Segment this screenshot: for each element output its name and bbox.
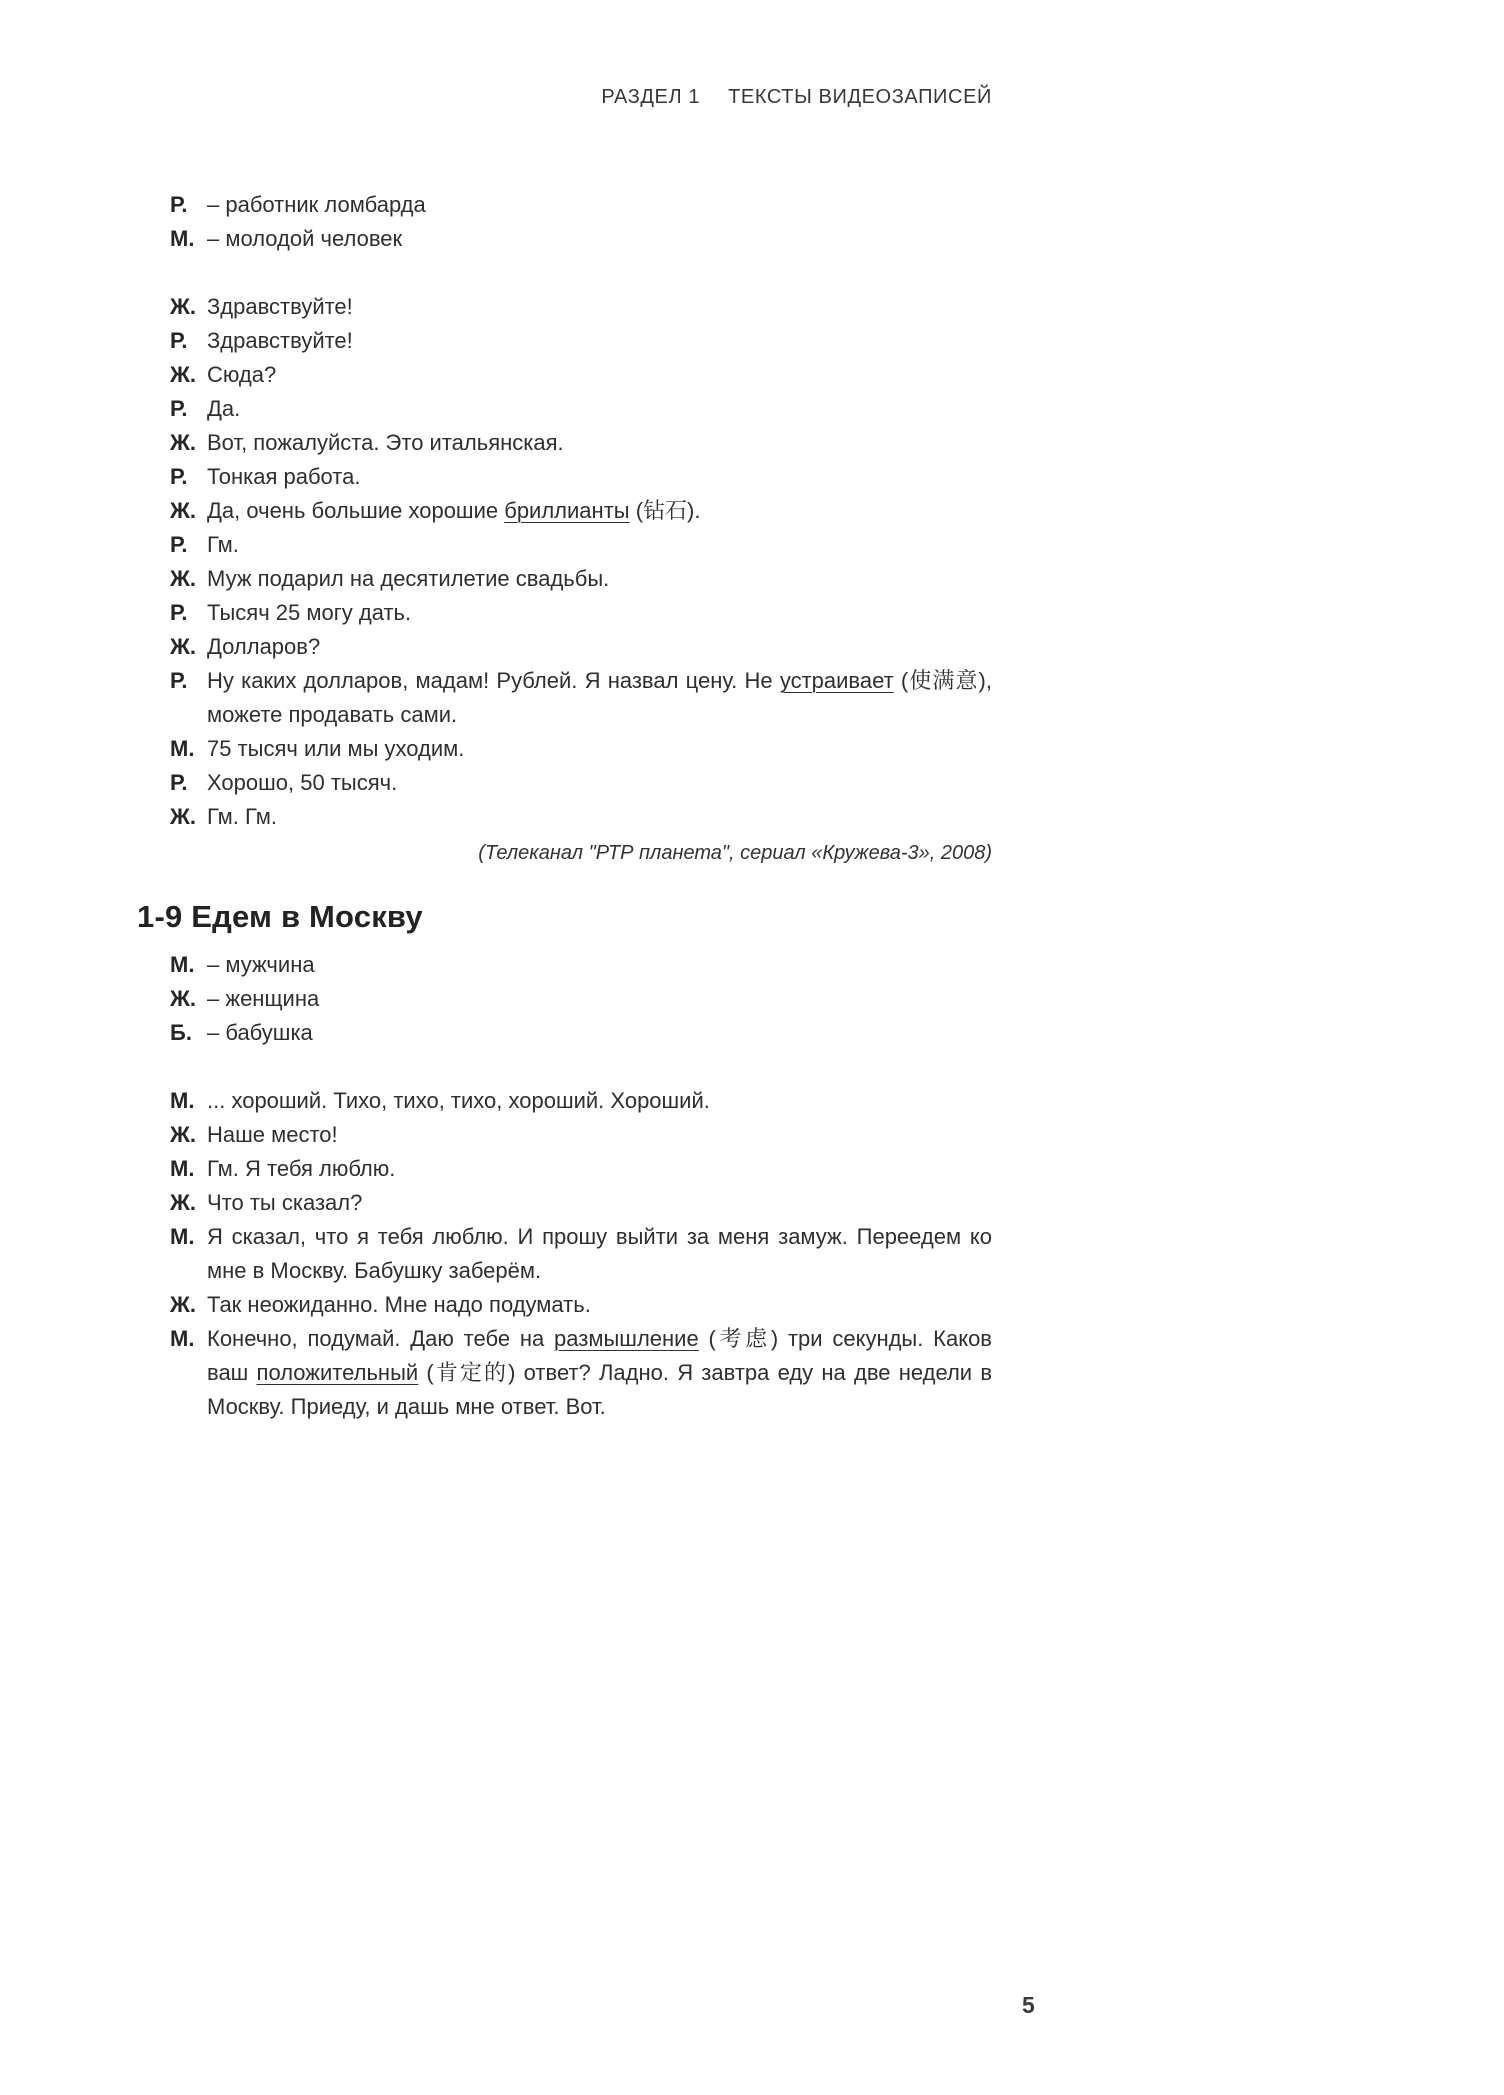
dialogue-text [207, 1152, 992, 1186]
dialogue-line [170, 494, 992, 528]
dialogue-line [170, 982, 992, 1016]
dialogue-line [170, 426, 992, 460]
text-segment: – женщина [207, 986, 320, 1011]
section-title: ТЕКСТЫ ВИДЕОЗАПИСЕЙ [728, 86, 992, 108]
text-segment: (考虑) три секунды. Каков ваш [207, 1326, 992, 1385]
dialogue-line [170, 630, 992, 664]
text-segment: Вот, пожалуйста. Это итальянская. [207, 430, 564, 455]
dialogue-text [207, 392, 992, 426]
dialogue-text [207, 948, 992, 982]
dialogue-text [207, 766, 992, 800]
text-segment: 75 тысяч или мы уходим. [207, 736, 465, 761]
text-segment: Ну каких долларов, мадам! Рублей. Я назвал цену. Не [207, 668, 780, 693]
text-segment: Наше место! [207, 1122, 338, 1147]
speaker-label: Ж. [170, 498, 196, 523]
text-segment: Тонкая работа. [207, 464, 361, 489]
line-spacer [170, 256, 992, 290]
dialogue-text [207, 732, 992, 766]
dialogue-line [170, 222, 992, 256]
speaker-label: Ж. [170, 294, 196, 319]
dialogue-line [170, 732, 992, 766]
text-segment: Гм. Я тебя люблю. [207, 1156, 396, 1181]
dialogue-text [207, 1118, 992, 1152]
underlined-word: устраивает [779, 668, 894, 693]
text-segment: Муж подарил на десятилетие свадьбы. [207, 566, 610, 591]
text-segment: (使满意), можете продавать сами. [207, 668, 992, 727]
dialogue-line [170, 1118, 992, 1152]
speaker-label: Б. [170, 1020, 192, 1045]
line-spacer [170, 1050, 992, 1084]
speaker-label: Ж. [170, 1122, 196, 1147]
speaker-label: М. [170, 736, 195, 761]
dialogue-line [170, 1220, 992, 1288]
speaker-label: М. [170, 1088, 195, 1113]
text-segment: Конечно, подумай. Даю тебе на [207, 1326, 555, 1351]
text-segment: Да. [207, 396, 241, 421]
section-label: РАЗДЕЛ 1 [601, 86, 701, 108]
text-segment: – мужчина [207, 952, 315, 977]
dialogue-text [207, 188, 992, 222]
dialogue-text [207, 222, 992, 256]
dialogue-line [170, 188, 992, 222]
dialogue-text [207, 1186, 992, 1220]
dialogue-text [207, 1288, 992, 1322]
dialogue-line [170, 1186, 992, 1220]
speaker-label: Р. [170, 396, 188, 421]
speaker-label: Р. [170, 192, 188, 217]
dialogue-line [170, 358, 992, 392]
text-segment: – бабушка [207, 1020, 313, 1045]
text-segment: Хорошо, 50 тысяч. [207, 770, 398, 795]
speaker-label: М. [170, 952, 195, 977]
dialogue-line [170, 562, 992, 596]
dialogue-line [170, 460, 992, 494]
page-footer [1022, 1992, 1035, 2019]
dialogue-text [207, 596, 992, 630]
dialogue-line [170, 596, 992, 630]
dialogue-text [207, 1084, 992, 1118]
text-segment: (肯定的) ответ? Ладно. Я завтра еду на две недели в Москву. Приеду, и дашь мне ответ. Вот. [207, 1360, 993, 1419]
dialogue-text [207, 1220, 992, 1288]
dialogue-text [207, 982, 992, 1016]
speaker-label: М. [170, 1156, 195, 1181]
dialogue-line [170, 664, 992, 732]
dialogue-text [207, 562, 992, 596]
dialogue-text [207, 324, 992, 358]
source-attribution: (Телеканал "РТР планета", сериал «Кружева-3», 2008) [478, 842, 992, 864]
dialogue-line [170, 1152, 992, 1186]
text-segment: (钻石). [629, 498, 701, 523]
section-heading: 1-9 Едем в Москву [137, 899, 423, 934]
underlined-word: бриллианты [504, 498, 630, 523]
page-content [137, 188, 993, 1424]
text-segment: Гм. Гм. [207, 804, 277, 829]
dialogue-line [170, 324, 992, 358]
dialogue-line [170, 948, 992, 982]
dialogue-line [170, 1084, 992, 1118]
dialogue-text [207, 528, 992, 562]
speaker-label: Р. [170, 600, 188, 625]
dialogue-text [207, 630, 992, 664]
text-segment: Да, очень большие хорошие [207, 498, 505, 523]
speaker-label: Р. [170, 464, 188, 489]
text-segment: Долларов? [207, 634, 321, 659]
text-segment: Здравствуйте! [207, 328, 353, 353]
text-segment: Здравствуйте! [207, 294, 353, 319]
speaker-label: М. [170, 1326, 195, 1351]
page-number: 5 [1022, 1992, 1035, 2018]
speaker-label: Р. [170, 328, 188, 353]
dialogue-text [207, 426, 992, 460]
dialogue-line [170, 1016, 992, 1050]
text-segment: Тысяч 25 могу дать. [207, 600, 412, 625]
text-segment: Что ты сказал? [207, 1190, 363, 1215]
underlined-word: размышление [554, 1326, 699, 1351]
dialogue-line [170, 766, 992, 800]
text-segment: ... хороший. Тихо, тихо, тихо, хороший. Хороший. [207, 1088, 710, 1113]
running-header [0, 84, 992, 110]
speaker-label: Ж. [170, 362, 196, 387]
dialogue-line [170, 1288, 992, 1322]
dialogue-text [207, 800, 992, 834]
speaker-label: Ж. [170, 430, 196, 455]
speaker-label: Р. [170, 532, 188, 557]
dialogue-line [170, 528, 992, 562]
speaker-label: Ж. [170, 804, 196, 829]
speaker-label: Ж. [170, 634, 196, 659]
dialogue-text [207, 358, 992, 392]
dialogue-line [170, 1322, 992, 1424]
speaker-label: М. [170, 226, 195, 251]
speaker-label: Ж. [170, 1190, 196, 1215]
speaker-label: Ж. [170, 1292, 196, 1317]
dialogue-line [170, 290, 992, 324]
text-segment: Сюда? [207, 362, 277, 387]
speaker-label: Ж. [170, 986, 196, 1011]
dialogue-text [207, 664, 992, 732]
dialogue-line [170, 800, 992, 834]
speaker-label: Р. [170, 668, 188, 693]
speaker-label: Р. [170, 770, 188, 795]
dialogue-text [207, 494, 992, 528]
text-segment: Гм. [207, 532, 239, 557]
speaker-label: Ж. [170, 566, 196, 591]
text-segment: Я сказал, что я тебя люблю. И прошу выйти за меня замуж. Переедем ко мне в Москву. Бабушку заберём. [207, 1224, 992, 1283]
text-segment: – работник ломбарда [207, 192, 426, 217]
dialogue-text [207, 1016, 992, 1050]
dialogue-line [170, 392, 992, 426]
text-segment: Так неожиданно. Мне надо подумать. [207, 1292, 591, 1317]
dialogue-text [207, 460, 992, 494]
dialogue-text [207, 290, 992, 324]
text-segment: – молодой человек [207, 226, 403, 251]
speaker-label: М. [170, 1224, 195, 1249]
underlined-word: положительный [256, 1360, 419, 1385]
dialogue-text [207, 1322, 992, 1424]
